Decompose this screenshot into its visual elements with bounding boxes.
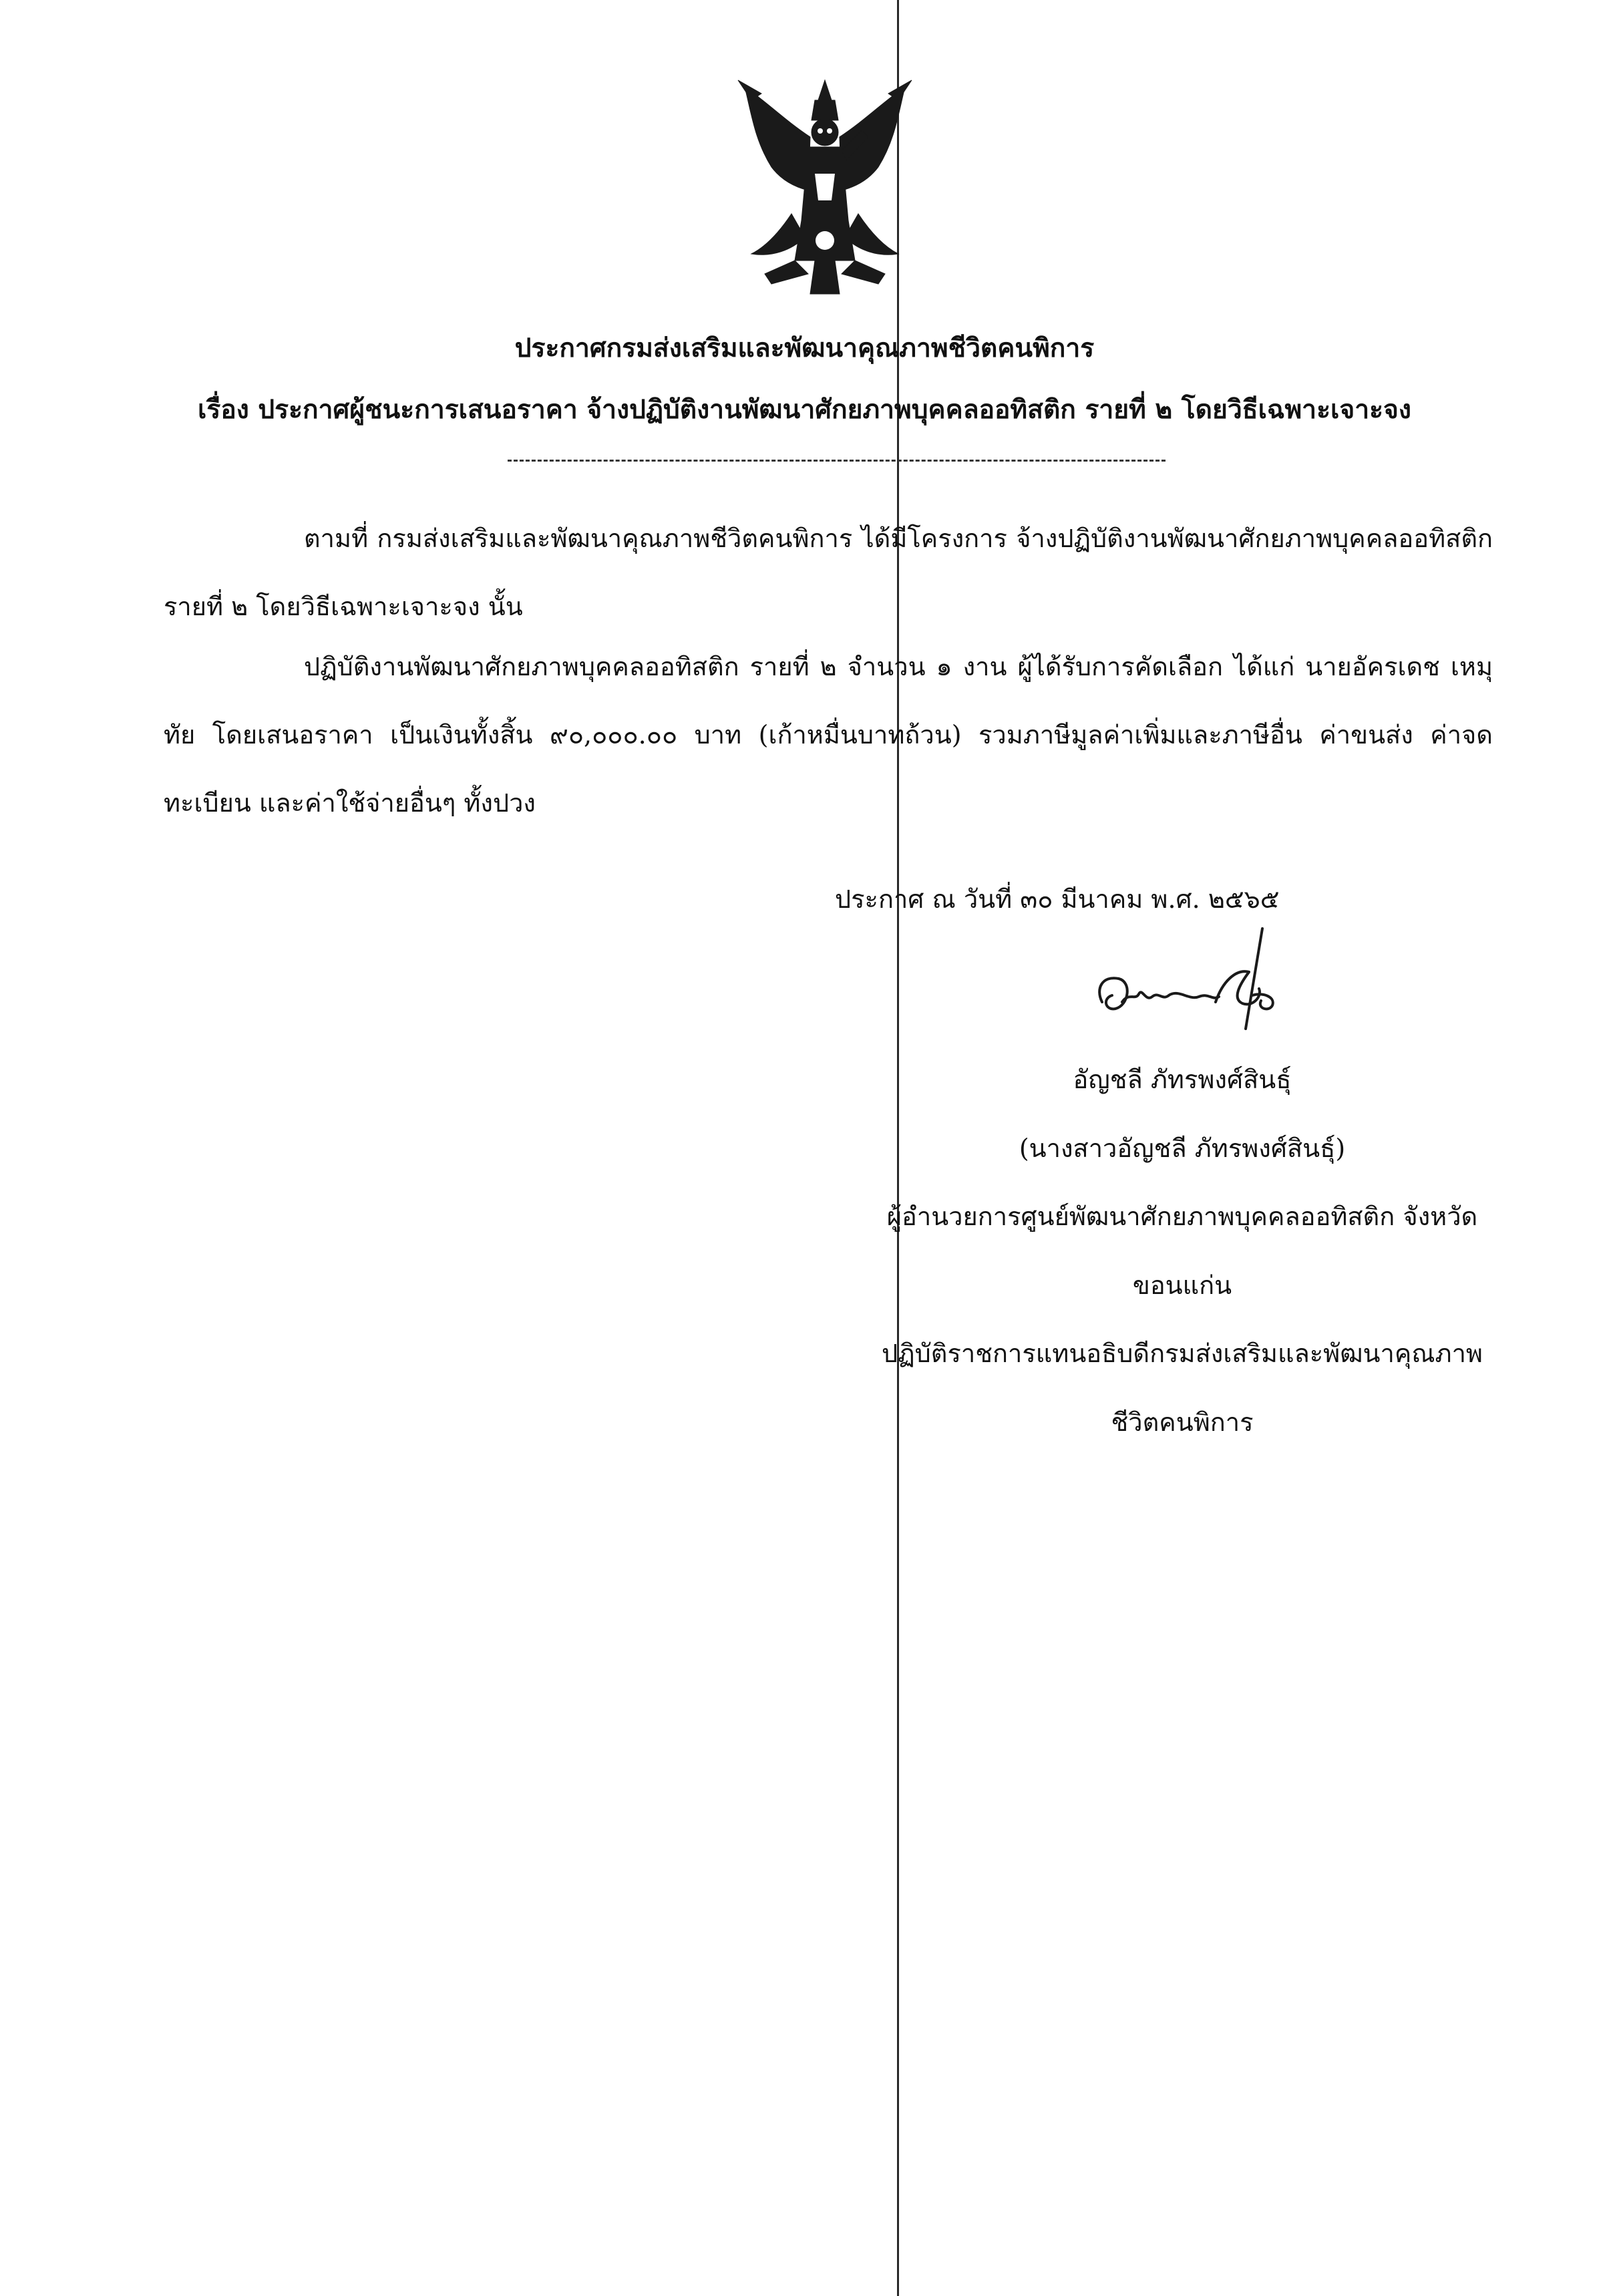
signer-name: อัญชลี ภัทรพงศ์สินธุ์ [1073,1065,1292,1094]
signer-position-line-2: ขอนแก่น [1132,1271,1232,1300]
announcement-date: ประกาศ ณ วันที่ ๓๐ มีนาคม พ.ศ. ๒๕๖๕ [835,884,1280,914]
body-paragraph-1: ตามที่ กรมส่งเสริมและพัฒนาคุณภาพชีวิตคนพิการ ได้มีโครงการ จ้างปฏิบัติงานพัฒนาศักยภาพบุคคลออทิสติก รายที่ ๒ โดยวิธีเฉพาะเจาะจง นั้น [164,524,1493,621]
garuda-emblem-icon [725,73,925,304]
title-separator [508,460,1166,462]
announcement-subject: เรื่อง ประกาศผู้ชนะการเสนอราคา จ้างปฏิบัติงานพัฒนาศักยภาพบุคคลออทิสติก รายที่ ๒ โดยวิธีเฉพาะเจาะจง [198,394,1411,425]
body-paragraph-2: ปฏิบัติงานพัฒนาศักยภาพบุคคลออทิสติก รายที่ ๒ จำนวน ๑ งาน ผู้ได้รับการคัดเลือก ได้แก่ นายอัครเดช เหมุทัย โดยเสนอราคา เป็นเงินทั้งสิ้น ๙๐,๐๐๐.๐๐ บาท (เก้าหมื่นบาทถ้วน) รวมภาษีมูลค่าเพิ่มและภาษีอื่น ค่าขนส่ง ค่าจดทะเบียน และค่าใช้จ่ายอื่นๆ ทั้งปวง [164,652,1493,818]
signer-position-line-4: ชีวิตคนพิการ [1111,1408,1254,1437]
announcement-title: ประกาศกรมส่งเสริมและพัฒนาคุณภาพชีวิตคนพิการ [514,333,1095,363]
signer-position-line-3: ปฏิบัติราชการแทนอธิบดีกรมส่งเสริมและพัฒนาคุณภาพ [882,1339,1483,1368]
signer-full-name: (นางสาวอัญชลี ภัทรพงศ์สินธุ์) [1019,1134,1346,1163]
signer-position-line-1: ผู้อำนวยการศูนย์พัฒนาศักยภาพบุคคลออทิสติก จังหวัด [886,1202,1478,1231]
handwritten-signature [1082,922,1296,1042]
